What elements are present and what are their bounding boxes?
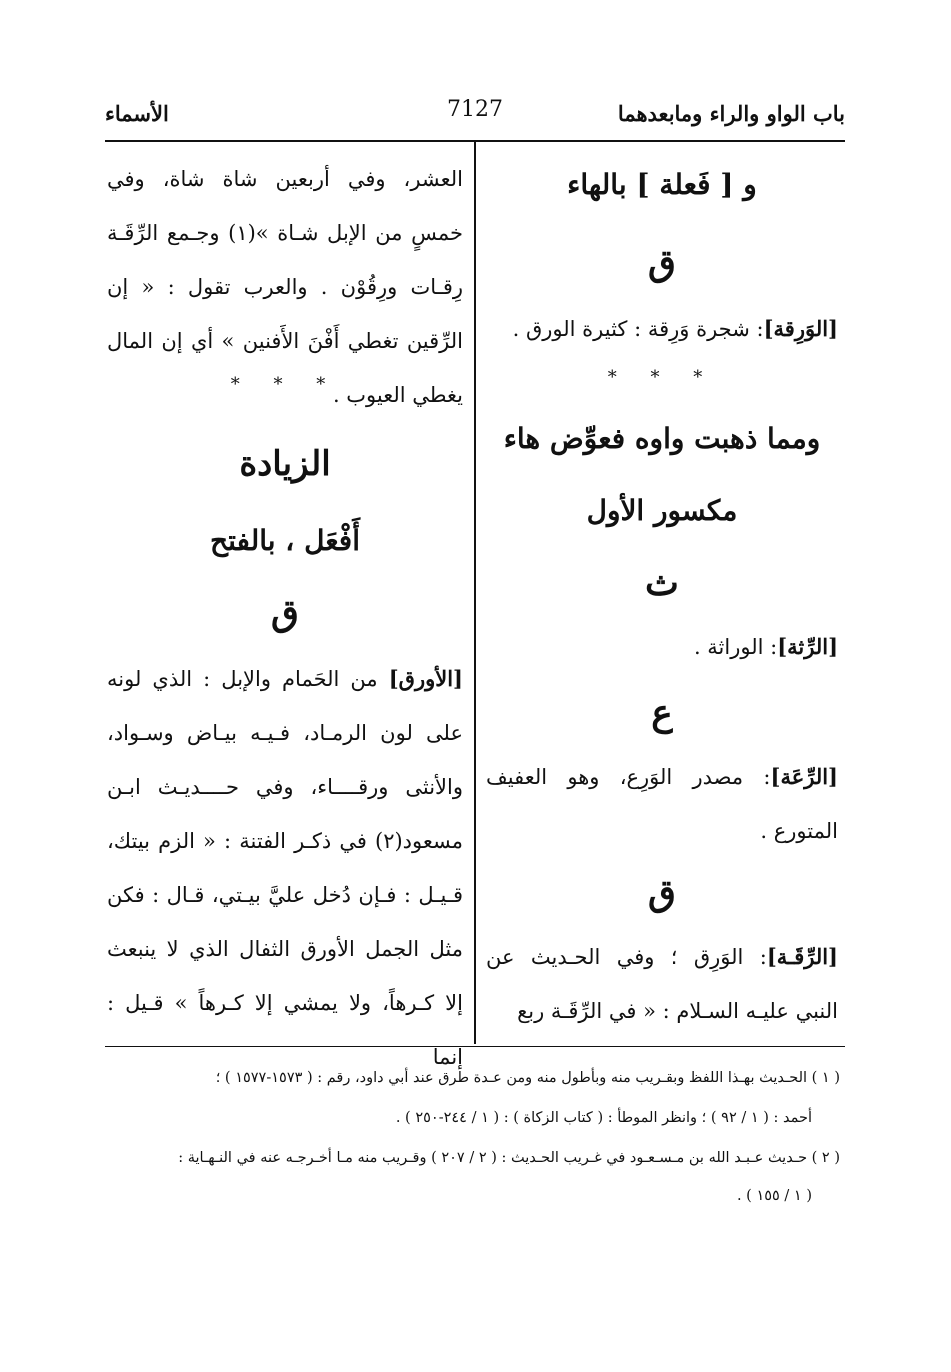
letter-heading-qaf: ق [648,872,676,914]
footnote-1-line1: ( ١ ) الحـديث بهـذا اللفظ وبقـريب منه وبأطول منه ومن عـدة طرق عند أبي داود، رقم : ( ١٥٧٣-١٥٧٧ ) ؛ [215,1070,840,1086]
letter-heading-qaf: ق [648,242,676,284]
footnote-1-line2: أحمد : ( ١ / ٩٢ ) ؛ وانظر الموطأ : ( كتاب الزكاة ) : ( ١ / ٢٤٤-٢٥٠ ) . [395,1110,812,1126]
letter-heading-qaf: ق [271,592,299,634]
entry-term: [الأورق] [388,666,463,691]
entry-definition: : مصدر الوَرِع، وهو العفيف المتورع . [486,765,838,843]
section-title: الأسماء [105,101,169,126]
entry-term: [الوَرِقة] [763,316,838,341]
section-heading-line2: مكسور الأول [586,494,738,527]
entry-term: [الرِّقَـة] [766,944,838,969]
section-separator: * * * [607,367,717,388]
entry-riqqa [486,930,838,1038]
entry-definition: : الوَرِق ؛ وفي الحـديث عن النبي عليـه السـلام : « في الرِّقَـة ربع [486,945,838,1023]
entry-riah [486,750,838,858]
entry-awraq [107,652,463,1084]
footnote-2-line2: ( ١ / ١٥٥ ) . [736,1188,812,1204]
entry-definition: : الوراثة . [693,635,778,659]
section-separator: * * * [230,374,340,395]
letter-heading-tha: ث [645,562,679,604]
entry-definition: من الحَمام والإبل : الذي لونه على لون الرمـاد، فـيـه بيـاض وسـواد، والأنثى ورقــــاء، وفي حــــديـث ابـن مسعود(٢) في ذكـر الفتنة : « الزم بيتك، قـيـل : فـإن دُخل عليَّ بيـتي، قـال : فكن مثل الجمل الأورق الثفال الذي لا ينبعث إلا كـرهاً، ولا يمشي إلا كـرهاً » قـيل : إنما [107,667,463,1069]
column-divider [474,142,476,1044]
footnote-2-line1: ( ٢ ) حـديث عـبـد الله بن مـسـعـود في غـريب الحـديث : ( ٢ / ٢٠٧ ) وقـريب منه مـا أخـرجـه عنه في النـهـاية : [178,1150,840,1166]
entry-term: [الرِّثة] [777,634,838,659]
entry-definition: : شجرة وَرِقة : كثيرة الورق . [512,317,764,341]
entry-term: [الرِّعَة] [770,764,838,789]
pattern-heading-afal: أَفْعَل ، بالفتح [210,524,360,557]
running-header [105,95,845,131]
section-heading-ziyada: الزيادة [239,444,331,484]
entry-waraqa [486,302,838,356]
pattern-heading-falah: و [ فَعلة ] بالهاء [567,168,757,201]
left-column [107,152,463,1069]
entry-ritha [486,620,838,674]
right-column [486,152,838,1047]
continued-paragraph: العشر، وفي أربعين شاة شاة، وفي خمسٍ من الإبل شـاة »(١) وجـمع الرِّقَـة رِقـات ورِقُوْن . والعرب تقول : « إن الرِّقين تغطي أَفْنَ الأَفنين » أي إن المال يغطي العيوب . [107,167,463,407]
letter-heading-ayn: ع [651,692,673,734]
chapter-title: باب الواو والراء ومابعدهما [617,101,845,126]
section-heading-line1: ومما ذهبت واوه فعوِّض هاء [503,422,821,455]
page-number: 7127 [447,97,503,122]
